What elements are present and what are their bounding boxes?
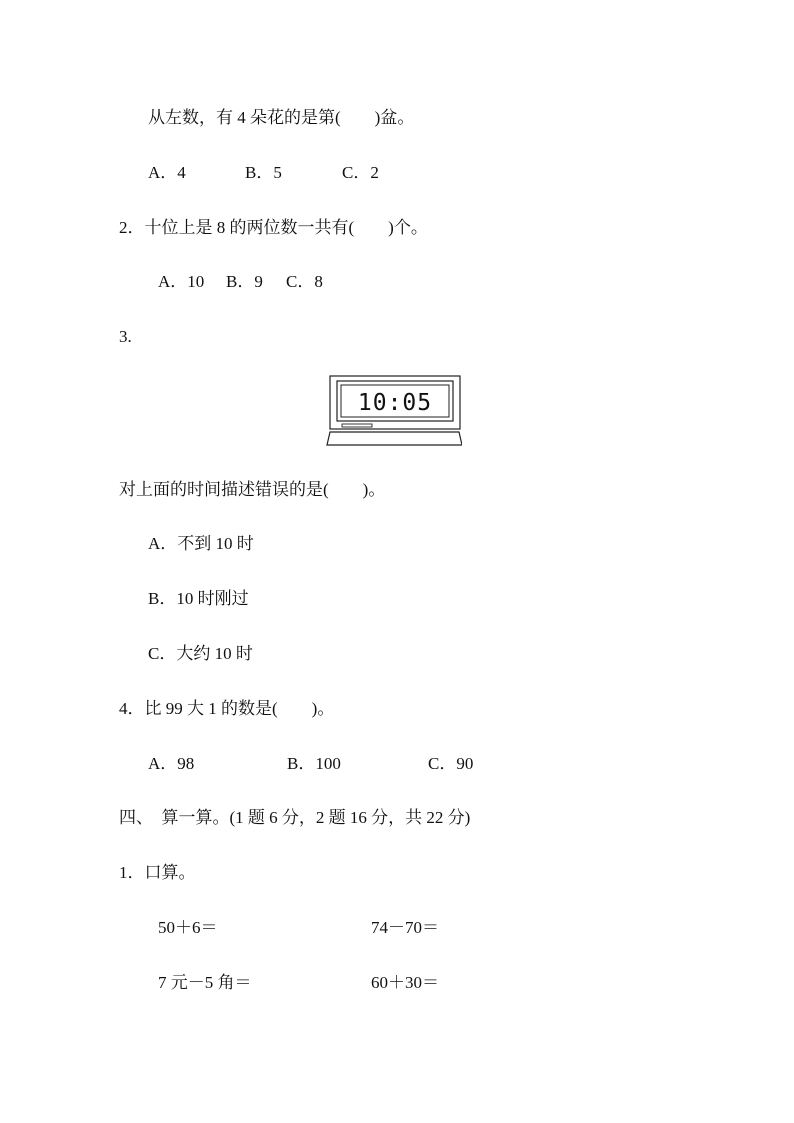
clock-button bbox=[342, 424, 372, 427]
question-4-option-c: C．90 bbox=[428, 754, 474, 773]
question-1-text: 从左数，有 4 朵花的是第( )盆。 bbox=[148, 108, 415, 127]
question-2-option-c: C．8 bbox=[286, 272, 323, 291]
section-4-question-1: 1．口算。 bbox=[119, 863, 196, 882]
question-3-text: 对上面的时间描述错误的是( )。 bbox=[119, 480, 386, 499]
clock-time-display: 10:05 bbox=[357, 390, 433, 416]
calc-item-4: 60＋30＝ bbox=[371, 973, 439, 992]
calc-item-2: 74－70＝ bbox=[371, 918, 439, 937]
question-2-option-b: B．9 bbox=[226, 272, 263, 291]
question-2-option-a: A．10 bbox=[158, 272, 205, 291]
section-4-title: 四、 算一算。(1 题 6 分，2 题 16 分，共 22 分) bbox=[119, 808, 471, 827]
question-3-option-c: C．大约 10 时 bbox=[148, 644, 253, 663]
question-3-option-b: B．10 时刚过 bbox=[148, 589, 249, 608]
question-4-option-b: B．100 bbox=[287, 754, 341, 773]
question-4-option-a: A．98 bbox=[148, 754, 195, 773]
clock-base bbox=[327, 432, 462, 445]
question-1-option-c: C．2 bbox=[342, 163, 379, 182]
question-4-text: 4．比 99 大 1 的数是( )。 bbox=[119, 699, 335, 718]
calc-item-3: 7 元－5 角＝ bbox=[158, 973, 252, 992]
question-1-option-a: A．4 bbox=[148, 163, 186, 182]
question-1-option-b: B．5 bbox=[245, 163, 282, 182]
digital-clock-figure bbox=[326, 375, 462, 447]
question-3-option-a: A．不到 10 时 bbox=[148, 534, 254, 553]
question-2-text: 2．十位上是 8 的两位数一共有( )个。 bbox=[119, 218, 428, 237]
question-3-number: 3. bbox=[119, 327, 132, 346]
calc-item-1: 50＋6＝ bbox=[158, 918, 218, 937]
